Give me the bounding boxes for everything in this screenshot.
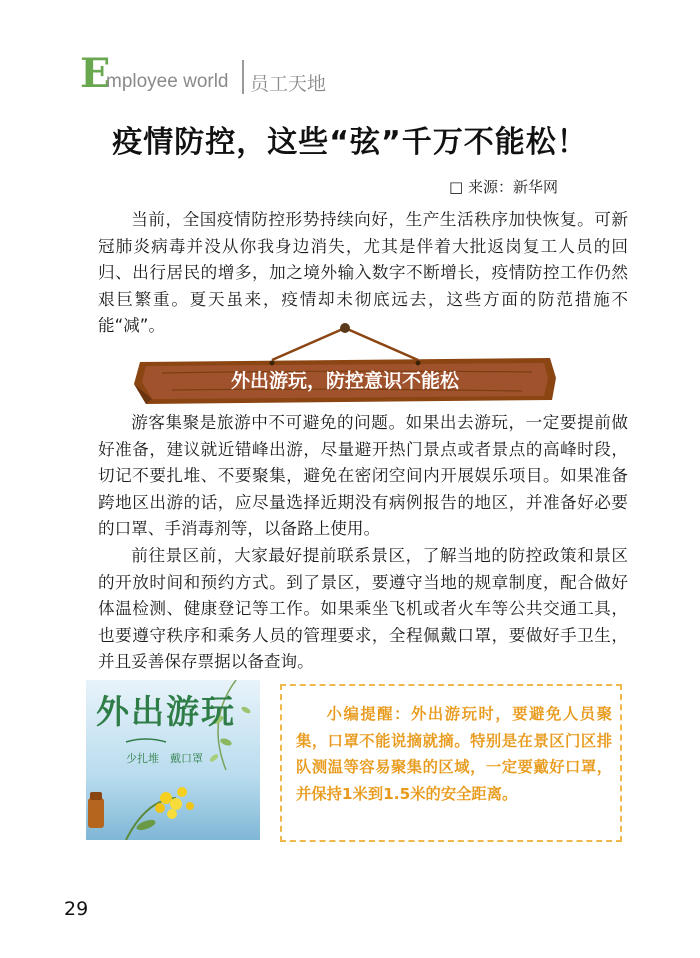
header-chinese: 员工天地	[250, 73, 327, 95]
illustration-title: 外出游玩	[96, 692, 236, 731]
section-paragraph: 游客集聚是旅游中不可避免的问题。如果出去游玩，一定要提前做好准备，建议就近错峰出游，尽量避开热门景点或者景点的高峰时段，切记不要扎堆、不要聚集，避免在密闭空间内开展娱乐项目。如果准备跨地区出游的话，应尽量选择近期没有病例报告的地区，并准备好必要的口罩、手消毒剂等，以备路上使用。	[98, 413, 628, 538]
article-source: □ 来源：新华网	[449, 178, 558, 196]
intro-paragraph: 当前，全国疫情防控形势持续向好，生产生活秩序加快恢复。可新冠肺炎病毒并没从你我身边消失，尤其是伴着大批返岗复工人员的回归、出行居民的增多，加之境外输入数字不断增长，疫情防控工作仍然艰巨繁重。夏天虽来，疫情却未彻底远去，这些方面的防范措施不能“减”。	[98, 210, 628, 335]
page-number: 29	[64, 898, 89, 920]
travel-illustration	[86, 680, 260, 840]
header-divider	[242, 60, 244, 94]
editor-tip-text: 小编提醒：外出游玩时，要避免人员聚集，口罩不能说摘就摘。特别是在景区门区排队测温等容易聚集的区域，一定要戴好口罩，并保持1米到1.5米的安全距离。	[296, 705, 612, 803]
section-title: 外出游玩，防控意识不能松	[230, 370, 459, 392]
illustration-subtitle: 少扎堆 戴口罩	[126, 752, 203, 765]
header-english: mployee world	[106, 71, 229, 92]
header-initial: E	[80, 50, 111, 97]
article-title: 疫情防控，这些“弦”千万不能松！	[112, 125, 588, 160]
editor-tip-box	[280, 684, 622, 842]
section-sign	[132, 318, 558, 406]
section-paragraph: 前往景区前，大家最好提前联系景区，了解当地的防控政策和景区的开放时间和预约方式。到了景区，要遵守当地的规章制度，配合做好体温检测、健康登记等工作。如果乘坐飞机或者火车等公共交通工具，也要遵守秩序和乘务人员的管理要求，全程佩戴口罩，要做好手卫生，并且妥善保存票据以备查询。	[98, 546, 628, 671]
